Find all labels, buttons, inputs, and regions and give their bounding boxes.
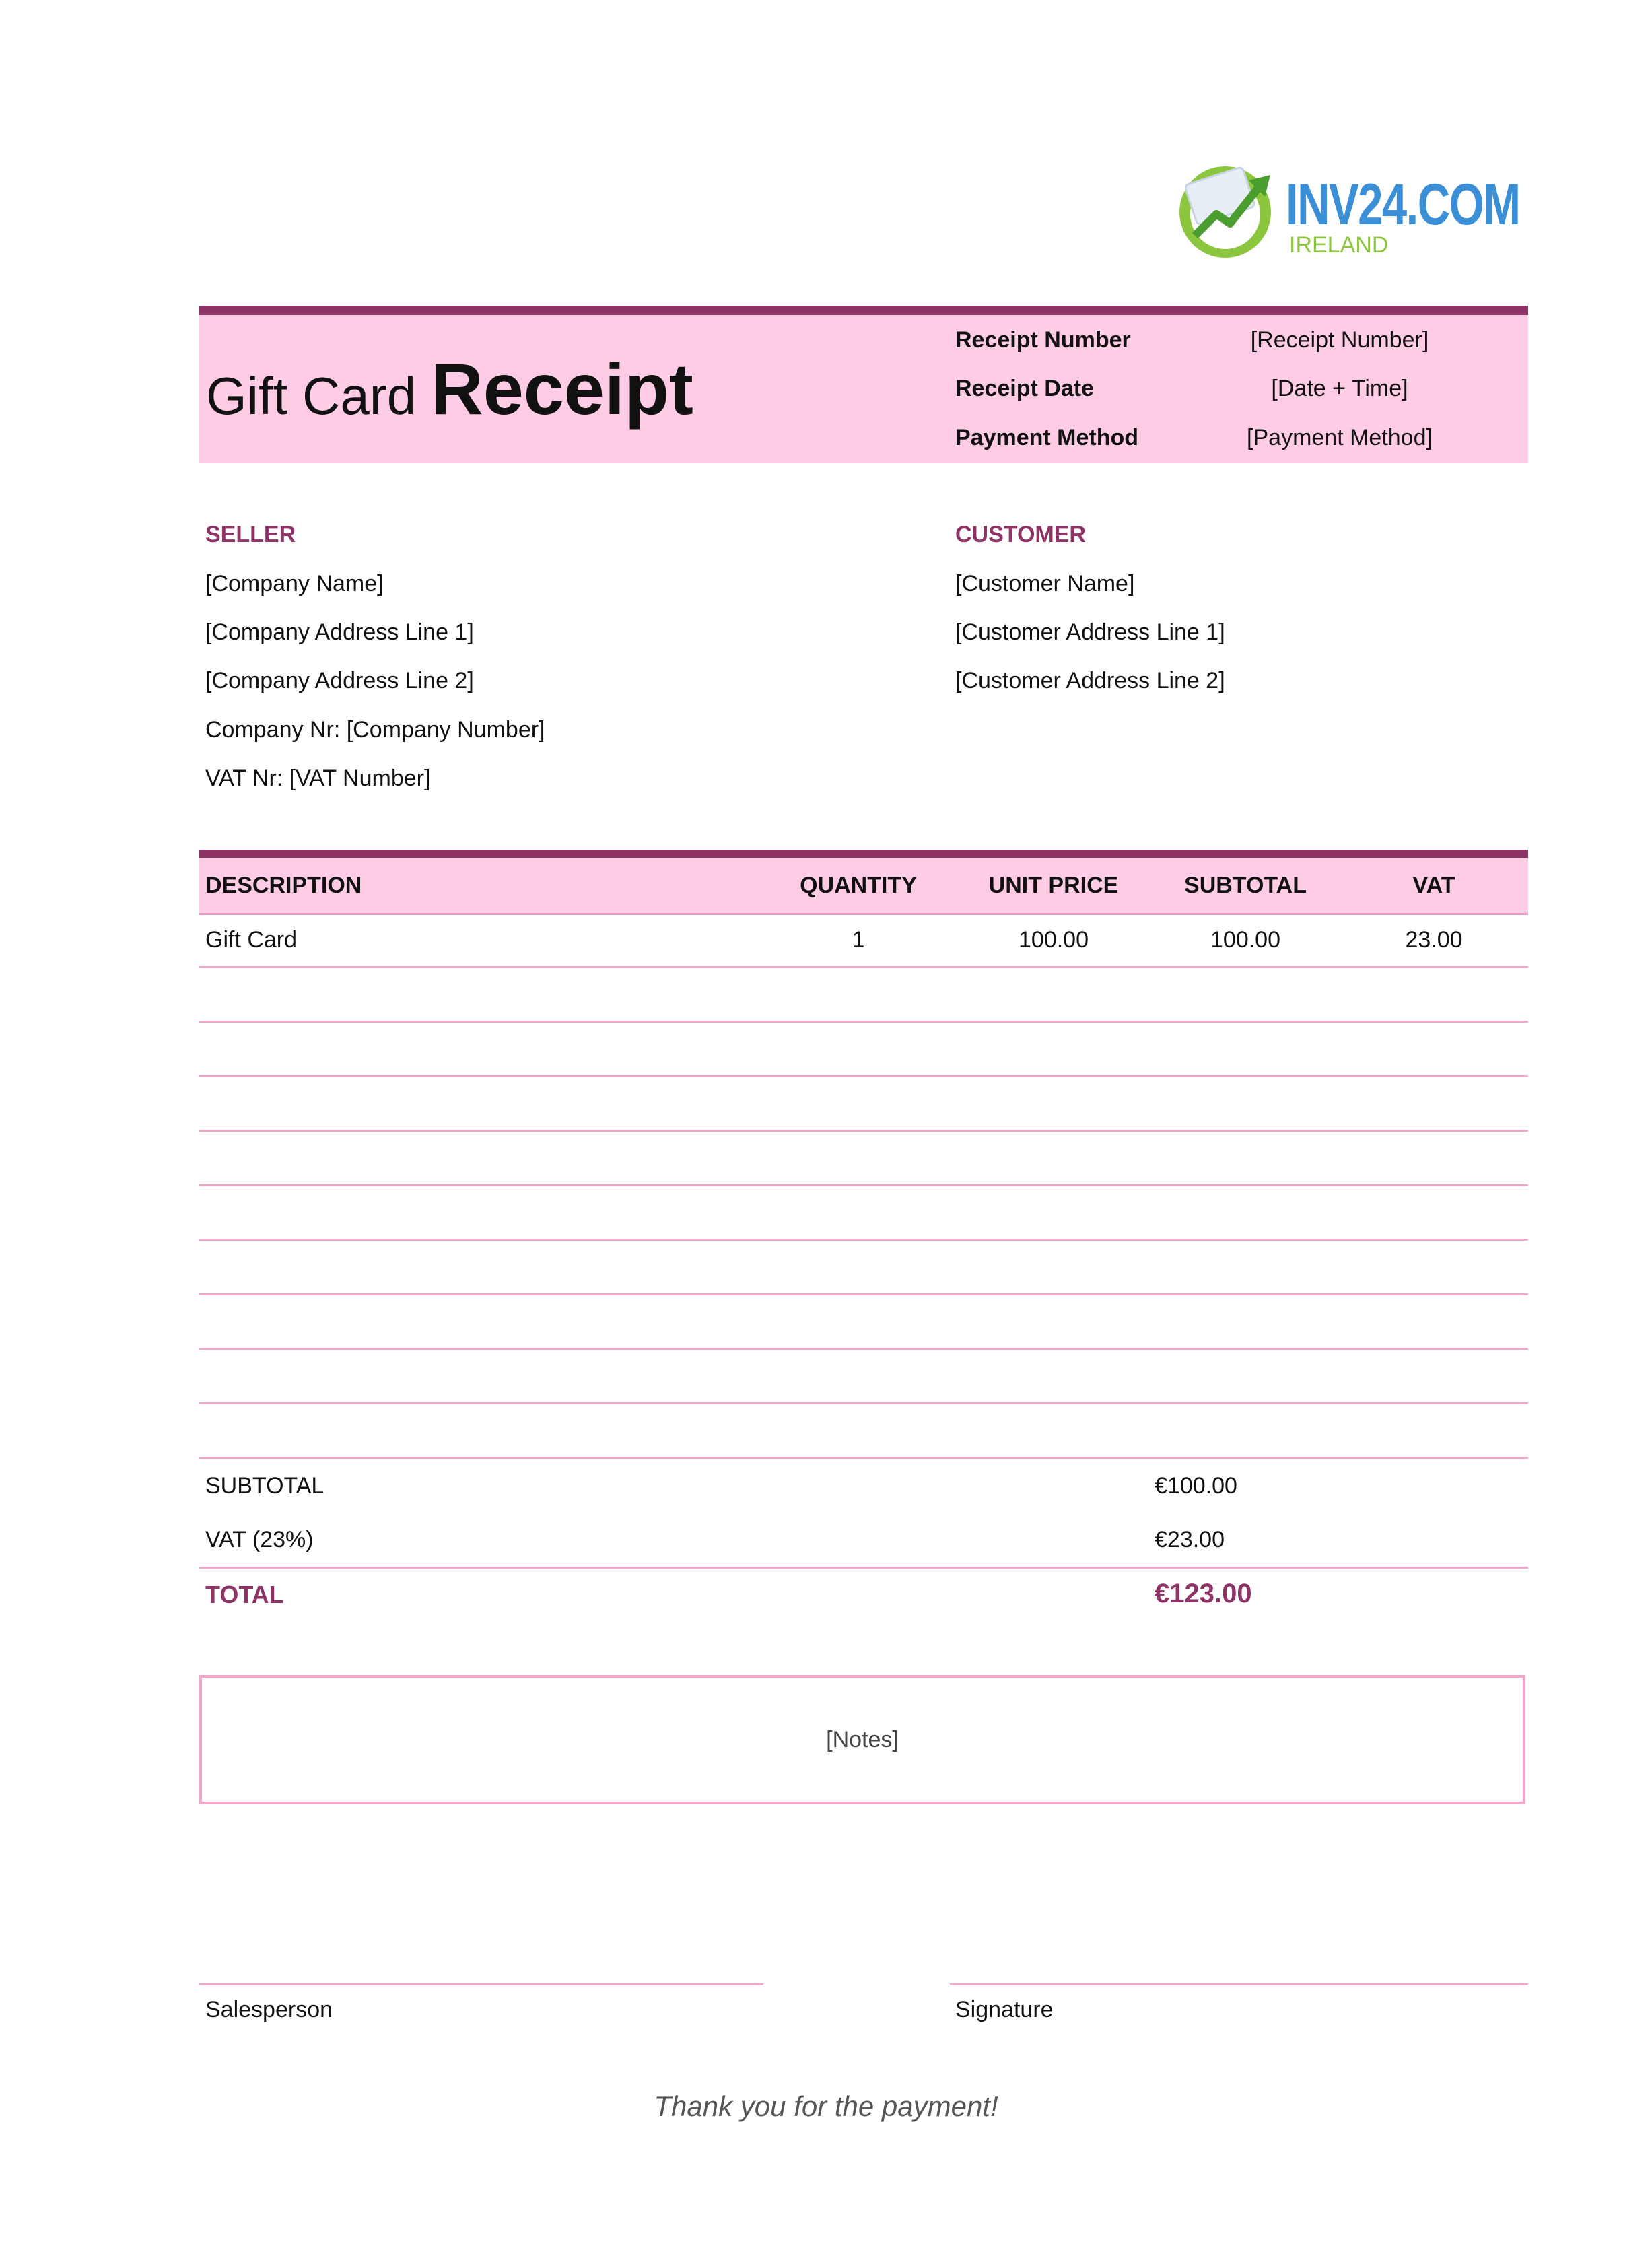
receipt-date-label: Receipt Date [955,376,1094,401]
logo-wordmark: INV24.COM [1286,172,1520,237]
seller-address-1: [Company Address Line 1] [205,619,474,645]
subtotal-value: €100.00 [1155,1473,1237,1499]
payment-method-label: Payment Method [955,425,1139,450]
customer-heading: CUSTOMER [955,522,1086,547]
row-subtotal: 100.00 [1210,927,1280,953]
row-divider [199,1293,1528,1295]
col-vat: VAT [1412,873,1455,898]
seller-company-number: Company Nr: [Company Number] [205,717,545,743]
salesperson-label: Salesperson [205,1997,333,2022]
customer-address-1: [Customer Address Line 1] [955,619,1225,645]
subtotal-label: SUBTOTAL [205,1473,324,1499]
seller-address-2: [Company Address Line 2] [205,668,474,693]
receipt-date-value: [Date + Time] [1271,376,1408,401]
row-divider [199,1239,1528,1241]
row-divider [199,1402,1528,1404]
receipt-number-label: Receipt Number [955,327,1131,353]
salesperson-line [199,1983,763,1985]
row-divider [199,1021,1528,1023]
table-top-rule [199,850,1528,858]
total-divider [199,1567,1528,1569]
thank-you-message: Thank you for the payment! [654,2090,998,2122]
title-bold: Receipt [430,348,693,430]
notes-box [199,1675,1525,1804]
signature-label: Signature [955,1997,1054,2022]
row-divider [199,1348,1528,1350]
row-description: Gift Card [205,927,298,953]
row-vat: 23.00 [1405,927,1463,953]
row-divider [199,1130,1528,1132]
col-description: DESCRIPTION [205,873,362,898]
row-quantity: 1 [852,927,865,953]
vat-label: VAT (23%) [205,1527,314,1552]
total-label: TOTAL [205,1581,284,1608]
row-unit-price: 100.00 [1019,927,1089,953]
customer-address-2: [Customer Address Line 2] [955,668,1225,693]
col-subtotal: SUBTOTAL [1184,873,1307,898]
row-divider [199,1457,1528,1459]
header-top-rule [199,306,1528,315]
signature-line [950,1983,1528,1985]
notes-text: [Notes] [826,1726,899,1752]
row-divider [199,966,1528,968]
seller-vat-number: VAT Nr: [VAT Number] [205,765,431,791]
title-light: Gift Card [206,366,417,425]
total-value: €123.00 [1155,1579,1252,1608]
row-divider [199,1075,1528,1077]
logo-emblem-icon [1175,162,1282,263]
receipt-number-value: [Receipt Number] [1250,327,1429,353]
document-title [206,347,693,431]
col-unit-price: UNIT PRICE [988,873,1119,898]
seller-heading: SELLER [205,522,296,547]
customer-name: [Customer Name] [955,571,1135,596]
vat-value: €23.00 [1155,1527,1225,1552]
seller-company-name: [Company Name] [205,571,384,596]
logo-region: IRELAND [1289,232,1389,258]
payment-method-value: [Payment Method] [1247,425,1433,450]
row-divider [199,1184,1528,1186]
col-quantity: QUANTITY [800,873,917,898]
